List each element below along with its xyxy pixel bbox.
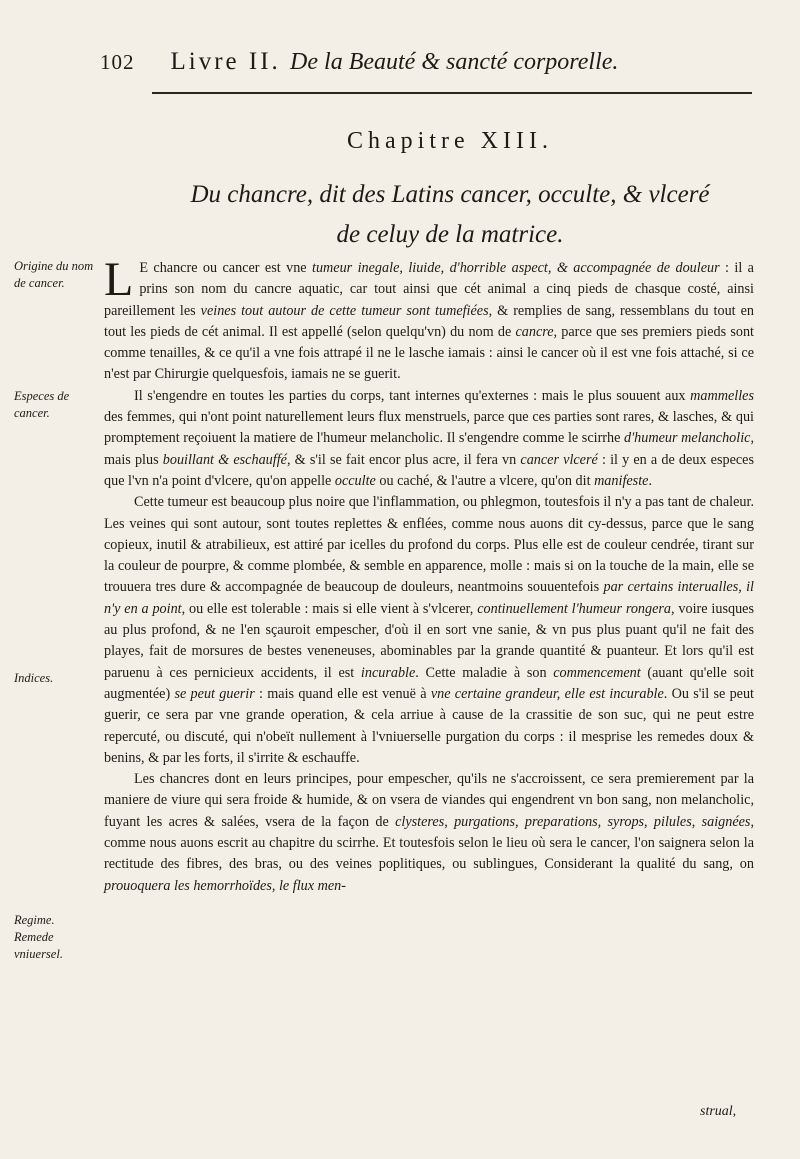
chapter-subtitle-line-2: de celuy de la matrice.: [336, 221, 564, 248]
paragraph-1: [104, 253, 754, 386]
text-run: des femmes, qui n'ont point naturellement leurs flux menstruels, parce que ces parties sont rares, & lasches, & qui promptement reçoiuent la matiere de l'humeur melancholic. Il s'engendre comme le scirrhe: [104, 409, 754, 447]
paragraph-3: [104, 492, 754, 769]
text-run: , voire iusques au plus profond, & ne l'en sçauroit empescher, d'où il en sort vne sanie, & vn pus plus puant qu'il ne fait des playes, fait de morsures de bestes veneneuses, abominables par la grande quantité & puanteur. Et lors qu'il est paruenu à ces pernicieux accidents, il est: [104, 600, 754, 681]
italic-run: cancer vlceré: [520, 451, 598, 468]
italic-run: continuellement l'humeur rongera: [477, 600, 672, 617]
margin-note-origine: Origine du nom de cancer.: [14, 259, 94, 290]
text-run: (auant qu'elle soit augmentée): [104, 664, 754, 702]
drop-cap: L: [104, 253, 134, 306]
page-number: 102: [100, 50, 135, 74]
text-run: : il a prins son nom du cancre aquatic, car tout ainsi que cét animal a cinq pieds de chasque costé, ainsi pareillement les: [104, 260, 754, 319]
italic-run: d'humeur melancholic: [624, 430, 751, 447]
italic-run: clysteres, purgations, preparations, syrops, pilules, saignées: [395, 813, 751, 830]
italic-run: se peut guerir: [174, 685, 255, 702]
running-head: [100, 48, 750, 76]
italic-run: manifeste: [594, 472, 649, 489]
italic-run: tumeur inegale, liuide, d'horrible aspect, & accompagnée de douleur: [312, 260, 720, 276]
italic-run: incurable: [360, 664, 416, 681]
text-run: : mais quand elle est venuë à: [254, 685, 431, 702]
catchword: strual,: [700, 1104, 737, 1119]
italic-run: occulte: [334, 472, 376, 489]
italic-run: vne certaine grandeur, elle est incurable: [430, 685, 664, 702]
text-run: Les chancres dont en leurs principes, pour empescher, qu'ils ne s'accroissent, ce sera premierement par la maniere de viure qui sera froide & humide, & on vsera de viandes qui engendrent vn bon sang, non melancholic, fuyant les acres & salées, vsera de la façon de: [104, 771, 754, 830]
italic-run: mammelles: [690, 387, 754, 404]
chapter-subtitle: [190, 175, 710, 255]
text-run: Il s'engendre en toutes les parties du corps, tant internes qu'externes : mais le plus souuent aux: [134, 387, 691, 404]
text-run: E chancre ou cancer est vne: [139, 260, 312, 276]
text-run: , parce que ses premiers pieds sont comme tenailles, & ce qu'il a vne fois attrapé il ne le lasche iamais : ainsi le cancer où il est vne fois attaché, si ce n'est par Chirurgie quelquesfois, iamais ne se guerit.: [104, 323, 754, 383]
paragraph-2: [104, 386, 754, 492]
book-label: Livre II.: [170, 48, 281, 75]
margin-note-indices: Indices.: [14, 671, 54, 685]
italic-run: par certains interualles, il n'y en a point: [104, 579, 754, 617]
italic-run: veines tout autour de cette tumeur sont tumefiées: [200, 302, 489, 319]
text-run: , & remplies de sang, ressemblans du tout en tout les pieds de cét animal. Il est appellé (selon quelqu'vn) du nom de: [104, 302, 754, 340]
italic-run: commencement: [553, 664, 641, 681]
text-run: ou caché, & l'autre a vlcere, qu'on dit: [375, 472, 595, 489]
text-run: , mais plus: [104, 430, 755, 468]
text-run: . Ou s'il se peut guerir, ce sera par vne grande operation, & cela arriue à cause de la crassitie de son suc, qui ne peut estre repercuté, ou discuté, qui n'obeït nullement à l'vniuerselle purgation du corps : il mesprise les remedes doux & benins, & par les forts, il s'irrite & eschauffe.: [104, 685, 754, 766]
chapter-subtitle-line-1: Du chancre, dit des Latins cancer, occulte, & vlceré: [190, 181, 710, 208]
text-run: : il y en a de deux especes que l'vn n'a point d'vlcere, qu'on appelle: [104, 451, 754, 489]
margin-note-regime: Regime. Remede vniuersel.: [14, 913, 63, 961]
text-run: , ou elle est tolerable : mais si elle vient à s'vlcerer,: [181, 600, 478, 617]
italic-run: cancre: [515, 323, 554, 340]
italic-run: prouoquera les hemorrhoïdes, le flux men-: [104, 877, 346, 894]
running-title: [171, 48, 619, 76]
text-run: . Cette maladie à son: [415, 664, 554, 681]
margin-note-especes: Especes de cancer.: [14, 389, 70, 420]
book-title: De la Beauté & sancté corporelle.: [290, 49, 619, 75]
text-run: Cette tumeur est beaucoup plus noire que l'inflammation, ou phlegmon, toutesfois il n'y a pas tant de chaleur. Les veines qui sont autour, sont toutes replettes & enflées, comme nous auons dit cy-dessus, parce que le sang copieux, inutil & atrabilieux, est attiré par icelles du profond du corps. Plus elle est de couleur cendrée, tirant sur la couleur de pourpre, & comme plombée, & semble en apparence, molle : mais si on la touche de la main, elle se trouuera tres dure & accompagnée de beaucoup de douleurs, neantmoins souuentefois: [104, 494, 754, 596]
text-run: , comme nous auons escrit au chapitre du scirrhe. Et toutesfois selon le lieu où sera le cancer, l'on saignera selon la rectitude des fibres, des bras, ou des veines poplitiques, ou sublingues, Considerant la qualité du sang, on: [104, 813, 754, 873]
text-run: .: [648, 472, 652, 489]
paragraph-4: [104, 769, 754, 897]
italic-run: bouillant & eschauffé: [162, 451, 287, 468]
text-run: , & s'il se fait encor plus acre, il fera vn: [286, 451, 521, 468]
chapter-body: [104, 253, 755, 897]
chapter-heading: Chapitre XIII.: [347, 128, 553, 154]
header-rule: [152, 92, 752, 94]
